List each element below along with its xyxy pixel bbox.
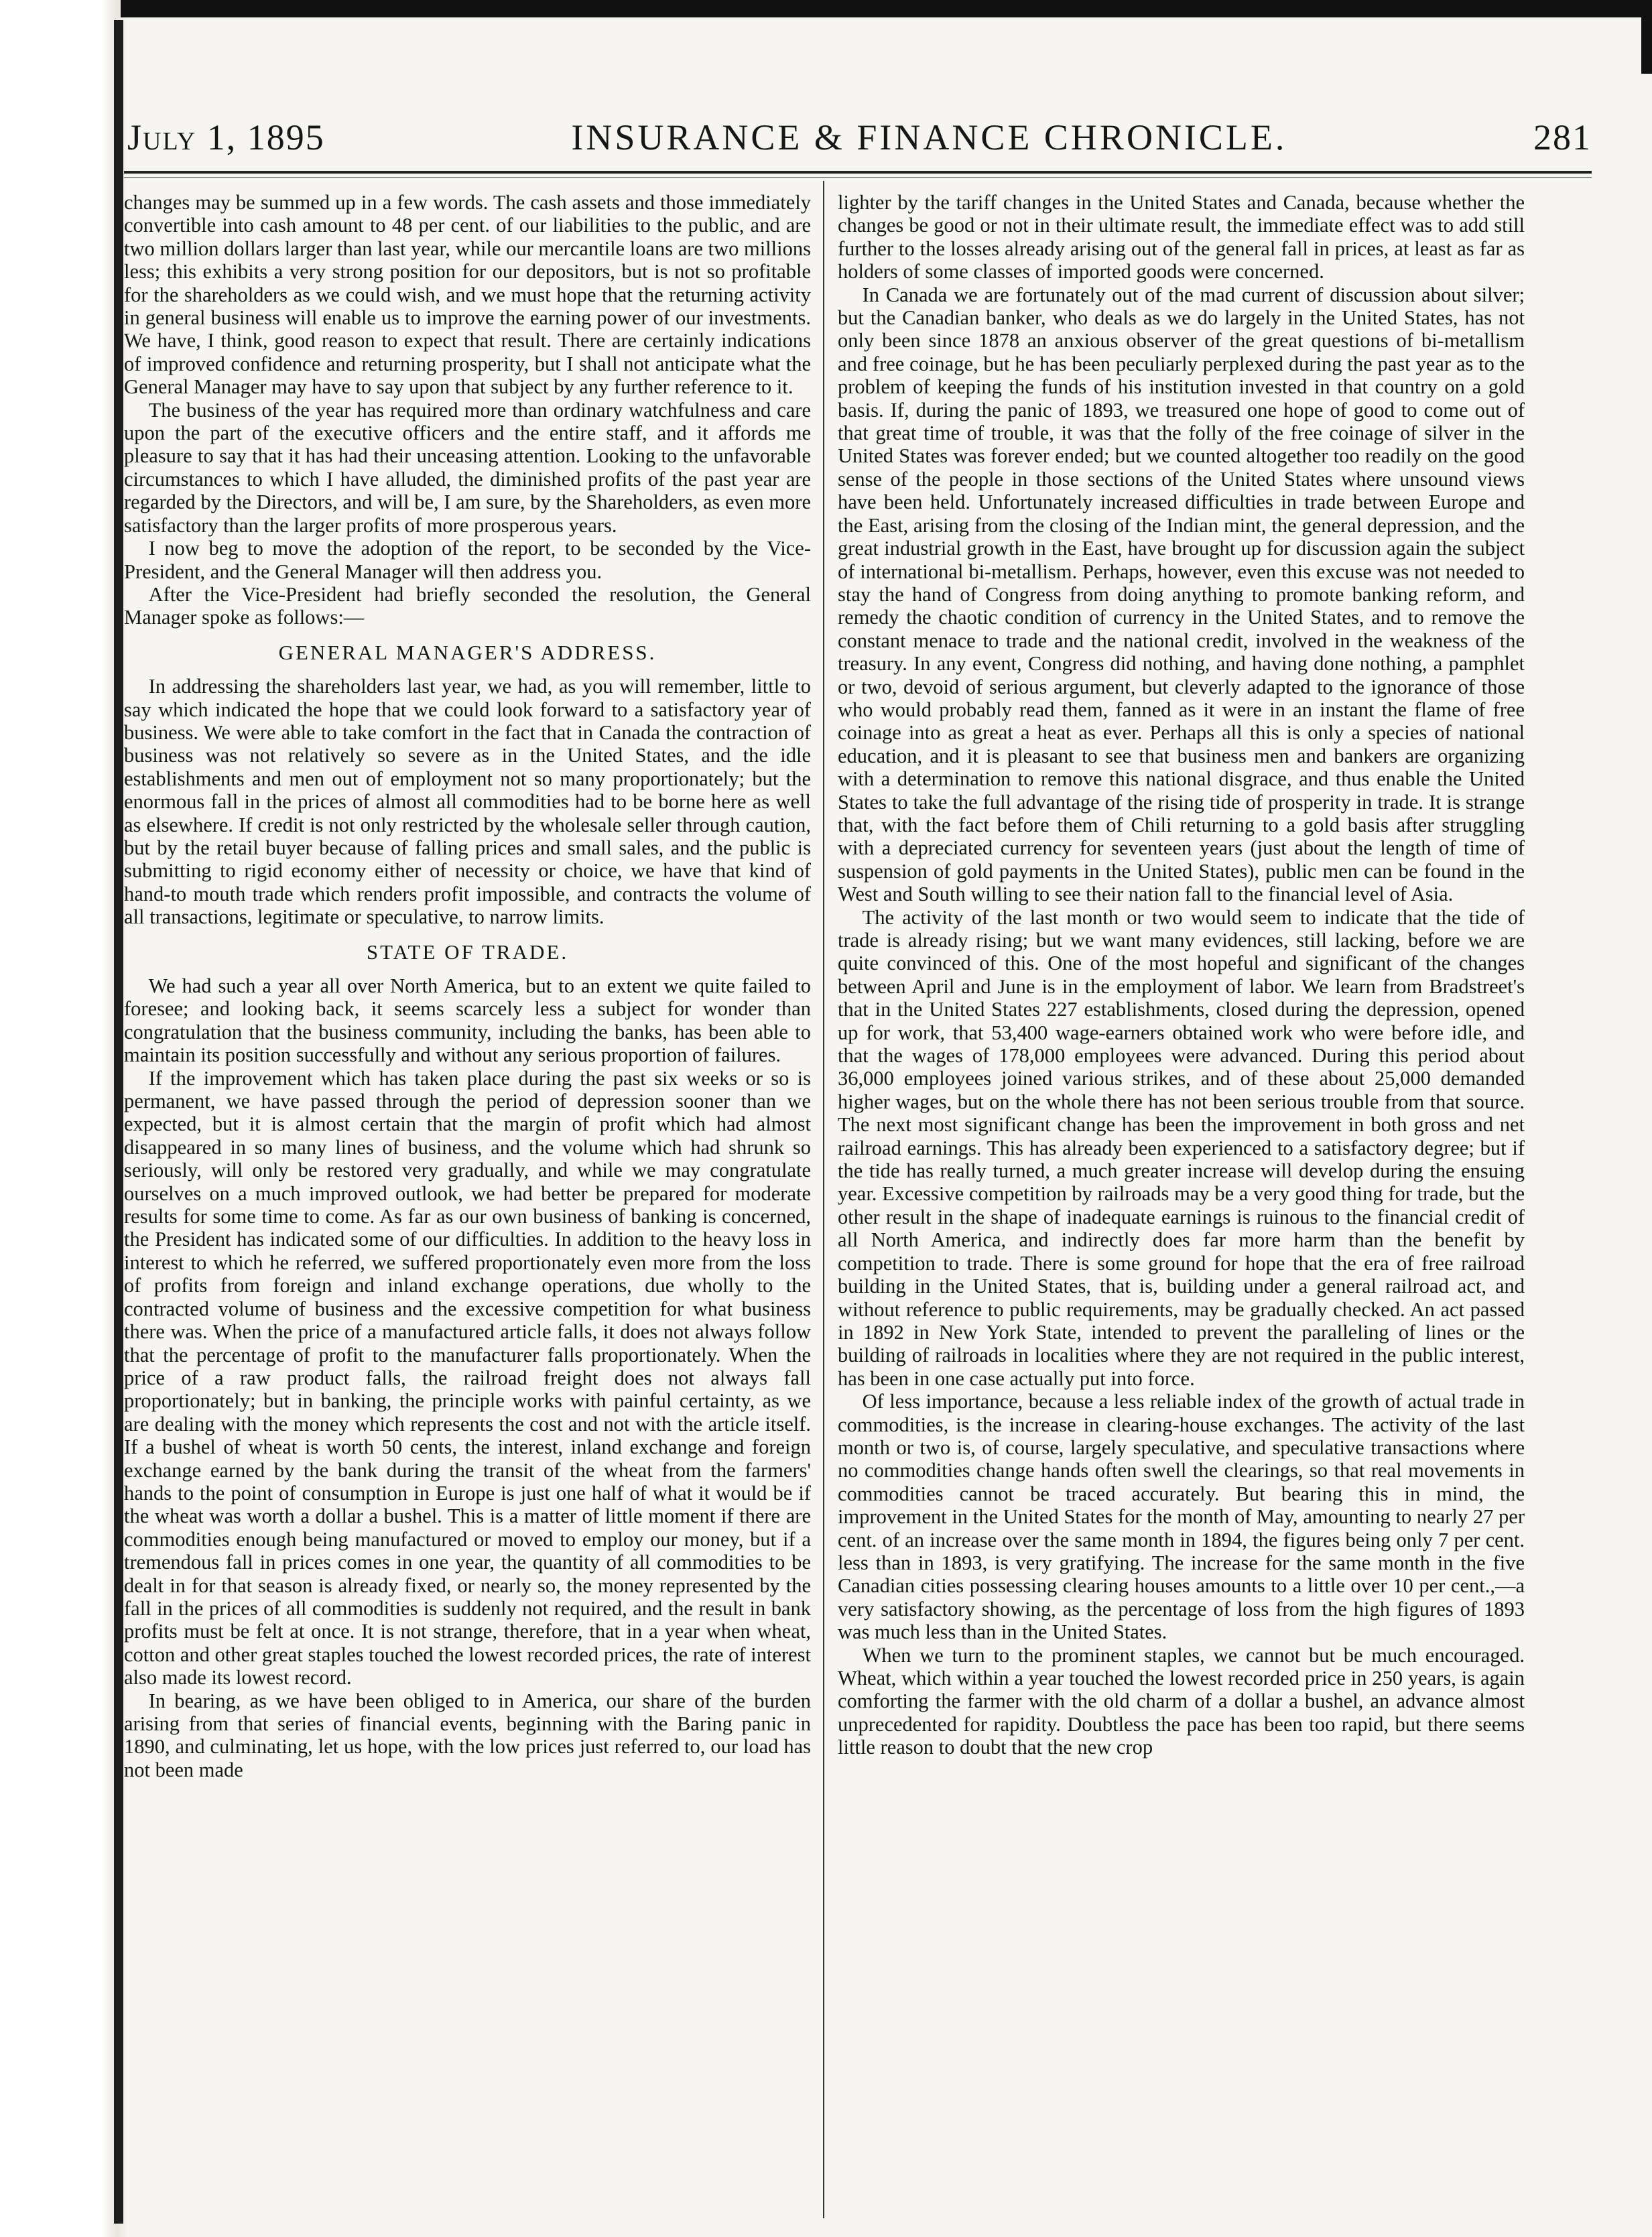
top-border-rule <box>121 0 1652 17</box>
column-divider <box>823 181 824 2218</box>
paragraph: When we turn to the prominent staples, we cannot but be much encouraged. Wheat, which within a year touched the lowest recorded price in 250 years, is again comforting the farmer with the old charm of a dollar a bushel, an advance almost unprecedented for rapidity. Doubtless the pace has been too rapid, but there seems little reason to doubt that the new crop <box>838 1643 1525 1759</box>
right-edge-mark <box>1641 0 1652 74</box>
paragraph: In Canada we are fortunately out of the mad current of discussion about silver; but the Canadian banker, who deals as we do largely in the United States, has not only been since 1878 an anxious observer of the great questions of bi-metallism and free coinage, but he has been peculiarly perplexed during the past year as to the problem of keeping the funds of his institution invested in that country on a gold basis. If, during the panic of 1893, we treasured one hope of good to come out of that great time of trouble, it was that the folly of the free coinage of silver in the United States was forever ended; but we counted altogether too readily on the good sense of the people in those sections of the United States where unsound views have been held. Unfortunately increased difficulties in trade between Europe and the East, arising from the closing of the Indian mint, the general depression, and the great industrial growth in the East, have brought up for discussion again the subject of international bi-metallism. Perhaps, however, even this excuse was not needed to stay the hand of Congress from doing anything to promote banking reform, and remedy the chaotic condition of currency in the United States, and to remove the constant menace to trade and the national credit, involved in the weakness of the treasury. In any event, Congress did nothing, and having done nothing, a pamphlet or two, devoid of serious argument, but cleverly adapted to the ignorance of those who would probably read them, fanned as it were in an instant the flame of free coinage into as great a heat as ever. Perhaps all this is only a species of national education, and it is pleasant to see that business men and bankers are organizing with a determination to remove this national disgrace, and thus enable the United States to take the full advantage of the rising tide of prosperity in trade. It is strange that, with the fact before them of Chili returning to a gold basis after struggling with a depreciated currency for seventeen years (just about the length of time of suspension of gold payments in the United States), public men can be found in the West and South willing to see their nation fall to the financial level of Asia. <box>838 283 1525 906</box>
header-rule <box>124 171 1592 174</box>
paragraph: I now beg to move the adoption of the report, to be seconded by the Vice-President, and the General Manager will then address you. <box>124 537 811 583</box>
paragraph: The business of the year has required more than ordinary watchfulness and care upon the part of the executive officers and the entire staff, and it affords me pleasure to say that it has had their unceasing attention. Looking to the unfavorable circumstances to which I have alluded, the diminished profits of the past year are regarded by the Directors, and will be, I am sure, by the Shareholders, as even more satisfactory than the larger profits of more prosperous years. <box>124 398 811 537</box>
paragraph: We had such a year all over North America, but to an extent we quite failed to foresee; and looking back, it seems scarcely less a subject for wonder than congratulation that the business community, including the banks, has been able to maintain its position successfully and without any serious proportion of failures. <box>124 974 811 1067</box>
issue-date: July 1, 1895 <box>127 117 325 157</box>
page-number: 281 <box>1533 117 1592 157</box>
paragraph: lighter by the tariff changes in the United States and Canada, because whether the changes be good or not in their ultimate result, the immediate effect was to add still further to the losses already arising out of the general fall in prices, at least as far as holders of some classes of imported goods were concerned. <box>838 191 1525 283</box>
page-header <box>127 107 1592 168</box>
paragraph: If the improvement which has taken place during the past six weeks or so is permanent, we have passed through the period of depression sooner than we expected, but it is almost certain that the margin of profit which had almost disappeared in so many lines of business, and the volume which had shrunk so seriously, will only be restored very gradually, and while we may congratulate ourselves on a much improved outlook, we had better be prepared for moderate results for some time to come. As far as our own business of banking is concerned, the President has indicated some of our difficulties. In addition to the heavy loss in interest to which he referred, we suffered proportionately even more from the loss of profits from foreign and inland exchange operations, due wholly to the contracted volume of business and the excessive competition for what business there was. When the price of a manufactured article falls, it does not always follow that the percentage of profit to the manufacturer falls proportionately. When the price of a raw product falls, the railroad freight does not always fall proportionately; but in banking, the principle works with painful certainty, as we are dealing with the money which represents the cost and not with the article itself. If a bushel of wheat is worth 50 cents, the interest, inland exchange and foreign exchange earned by the bank during the transit of the wheat from the farmers' hands to the point of consumption in Europe is just one half of what it would be if the wheat was worth a dollar a bushel. This is a matter of little moment if there are commodities enough being manufactured or moved to employ our money, but if a tremendous fall in prices comes in one year, the quantity of all commodities to be dealt in for that season is already fixed, or nearly so, the money represented by the fall in the prices of all commodities is suddenly not required, and the result in bank profits must be felt at once. It is not strange, therefore, that in a year when wheat, cotton and other great staples touched the lowest recorded prices, the rate of interest also made its lowest record. <box>124 1066 811 1689</box>
binding-edge <box>114 20 123 2224</box>
section-heading: STATE OF TRADE. <box>366 940 569 964</box>
left-column <box>124 191 811 2215</box>
publication-title: INSURANCE & FINANCE CHRONICLE. <box>571 117 1287 157</box>
scan-margin <box>0 0 127 2237</box>
right-column <box>838 191 1525 2215</box>
paragraph: changes may be summed up in a few words. The cash assets and those immediately convertible into cash amount to 48 per cent. of our liabilities to the public, and are two million dollars larger than last year, while our mercantile loans are two millions less; this exhibits a very strong position for our depositors, but is not so profitable for the shareholders as we could wish, and we must hope that the returning activity in general business will enable us to improve the earning power of our investments. We have, I think, good reason to expect that result. There are certainly indications of improved confidence and returning prosperity, but I shall not anticipate what the General Manager may have to say upon that subject by any further reference to it. <box>124 191 811 399</box>
paragraph: After the Vice-President had briefly seconded the resolution, the General Manager spoke as follows:— <box>124 582 811 629</box>
paragraph: Of less importance, because a less reliable index of the growth of actual trade in commodities, is the increase in clearing-house exchanges. The activity of the last month or two is, of course, largely speculative, and speculative transactions where no commodities change hands often swell the clearings, so that real movements in commodities cannot be traced accurately. But bearing this in mind, the improvement in the United States for the month of May, amounting to nearly 27 per cent. of an increase over the same month in 1894, the figures being only 7 per cent. less than in 1893, is very gratifying. The increase for the same month in the five Canadian cities possessing clearing houses amounts to a little over 10 per cent.,—a very satisfactory showing, as the percentage of loss from the high figures of 1893 was much less than in the United States. <box>838 1390 1525 1644</box>
header-rule-thin <box>124 177 1592 178</box>
paragraph: The activity of the last month or two would seem to indicate that the tide of trade is already rising; but we want many evidences, still lacking, before we are quite convinced of this. One of the most hopeful and significant of the changes between April and June is in the employment of labor. We learn from Bradstreet's that in the United States 227 establishments, closed during the depression, opened up for work, that 53,400 wage-earners obtained work who were before idle, and that the wages of 178,000 employees were advanced. During this period about 36,000 employees joined various strikes, and of these about 25,000 demanded higher wages, but on the whole there has not been serious trouble from that source. The next most significant change has been the improvement in both gross and net railroad earnings. This has already been experienced to a satisfactory degree; but if the tide has really turned, a much greater increase will develop during the ensuing year. Excessive competition by railroads may be a very good thing for trade, but the other result in the shape of inadequate earnings is ruinous to the financial credit of all North America, and indirectly does far more harm than the benefit by competition to trade. There is some ground for hope that the era of free railroad building in the United States, that is, building under a general railroad act, and without reference to public requirements, may be gradually checked. An act passed in 1892 in New York State, intended to prevent the paralleling of lines or the building of railroads in localities where they are not required in the public interest, has been in one case actually put into force. <box>838 905 1525 1390</box>
section-heading: GENERAL MANAGER'S ADDRESS. <box>278 640 657 664</box>
paragraph: In bearing, as we have been obliged to in America, our share of the burden arising from that series of financial events, beginning with the Baring panic in 1890, and culminating, let us hope, with the low prices just referred to, our load has not been made <box>124 1689 811 1781</box>
paragraph: In addressing the shareholders last year, we had, as you will remember, little to say which indicated the hope that we could look forward to a satisfactory year of business. We were able to take comfort in the fact that in Canada the contraction of business was not relatively so severe as in the United States, and the idle establishments and men out of employment not so many proportionately; but the enormous fall in the prices of almost all commodities had to be borne here as well as elsewhere. If credit is not only restricted by the wholesale seller through caution, but by the retail buyer because of falling prices and small sales, and the public is submitting to rigid economy either of necessity or choice, we have that kind of hand-to mouth trade which renders profit impossible, and contracts the volume of all transactions, legitimate or speculative, to narrow limits. <box>124 675 811 929</box>
